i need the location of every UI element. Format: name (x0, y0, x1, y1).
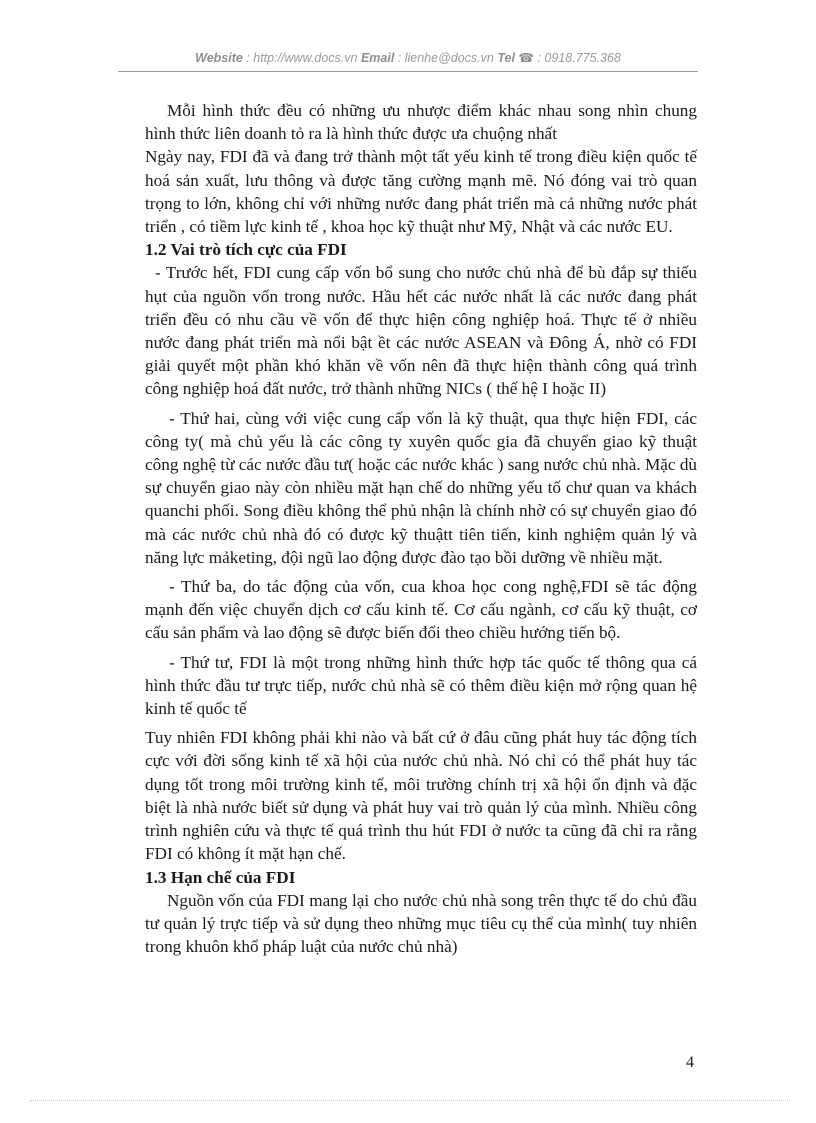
page-header (0, 50, 816, 65)
website-link[interactable]: : http://www.docs.vn (242, 51, 361, 65)
paragraph-second-role: - Thứ hai, cùng với việc cung cấp vốn là kỹ thuật, qua thực hiện FDI, các công ty( mà chủ yếu là các công ty xuyên quốc gia đã chuyển giao kỹ thuật công nghệ từ các nước đầu tư( hoặc các nước khác ) sang nước chủ nhà. Mặc dù sự chuyển giao này còn nhiều mặt hạn chế do những yếu tố chư quan va khách quanchi phối. Song điều không thể phủ nhận là chính nhờ có sự chuyển giao đó mà các nước chủ nhà đó có được kỹ thuậtt tiên tiến, kinh nghiệm quản lý và năng lực mảketing, đội ngũ lao động được đào tạo bồi dưỡng về nhiều mặt. (145, 408, 698, 567)
page-number: 4 (686, 1054, 694, 1071)
header-divider (118, 71, 698, 72)
document-body (145, 99, 697, 958)
phone-icon: ☎ (514, 51, 534, 65)
email-label: Email (360, 51, 395, 65)
tel-value: : 0918.775.368 (533, 51, 621, 65)
paragraph-fdi-today: Ngày nay, FDI đã và đang trở thành một tất yếu kinh tế trong điều kiện quốc tế hoá sản xuất, lưu thông và được tăng cường mạnh mẽ. Nó đóng vai trò quan trọng to lớn, không chỉ với những nước đang phát triển mà cả những nước phát triển , có tiềm lực kinh tế , khoa học kỹ thuật như Mỹ, Nhật và các nước EU. (145, 147, 697, 237)
paragraph-first-role: - Trước hết, FDI cung cấp vốn bổ sung cho nước chủ nhà để bù đắp sự thiếu hụt của nguồn vốn trong nước. Hầu hết các nước nhất là các nước đang phát triển đều có nhu cầu về vốn để thực hiện công nghiệp hoá. Thực tế ở nhiều nước đang phát triển mà nổi bật ềt các nước ASEAN và Đông Á, nhờ có FDI giải quyết một phần khó khăn về vốn nên đã thực hiện thành công quá trình công nghiệp hoá đất nước, trở thành những NICs ( thế hệ I hoặc II) (145, 263, 697, 399)
section-heading-1-3: 1.3 Hạn chế của FDI (145, 867, 296, 887)
email-link[interactable]: : lienhe@docs.vn (394, 51, 498, 65)
paragraph-fourth-role: - Thứ tư, FDI là một trong những hình thức hợp tác quốc tế thông qua cá hình thức đầu tư trực tiếp, nước chủ nhà sẽ có thêm điều kiện mở rộng quan hệ kinh tế quốc tế (145, 652, 697, 719)
website-label: Website (195, 51, 243, 65)
paragraph-forms-comparison: Mỗi hình thức đều có những ưu nhược điểm khác nhau song nhìn chung hình thức liên doanh tỏ ra là hình thức được ưa chuộng nhất (145, 101, 697, 144)
paragraph-limitations: Nguồn vốn của FDI mang lại cho nước chủ nhà song trên thực tế do chủ đầu tư quản lý trực tiếp và sử dụng theo những mục tiêu cụ thể của mình( tuy nhiên trong khuôn khổ pháp luật của nước chủ nhà) (145, 890, 697, 957)
paragraph-third-role: - Thứ ba, do tác động của vốn, cua khoa học cong nghệ,FDI sẽ tác động mạnh đến việc chuyển dịch cơ cấu kinh tế. Cơ cấu ngành, cơ cấu kỹ thuật, cơ cấu sản phẩm và lao động sẽ được biến đổi theo chiều hướng tiến bộ. (145, 577, 697, 643)
footer-divider (30, 1100, 790, 1101)
paragraph-however: Tuy nhiên FDI không phải khi nào và bất cứ ở đâu cũng phát huy tác động tích cực với đời sống kinh tế xã hội của nước chủ nhà. Nó chỉ có thể phát huy tác dụng tốt trong môi trường kinh tế, môi trường chính trị xã hội ổn định và đặc biệt là nhà nước biết sử dụng và phát huy vai trò quản lý của mình. Nhiều công trình nghiên cứu và thực tế quá trình thu hút FDI ở nước ta cũng đã chỉ ra rằng FDI có không ít mặt hạn chế. (145, 728, 697, 864)
section-heading-1-2: 1.2 Vai trò tích cực của FDI (145, 240, 347, 260)
tel-label: Tel (497, 51, 515, 65)
